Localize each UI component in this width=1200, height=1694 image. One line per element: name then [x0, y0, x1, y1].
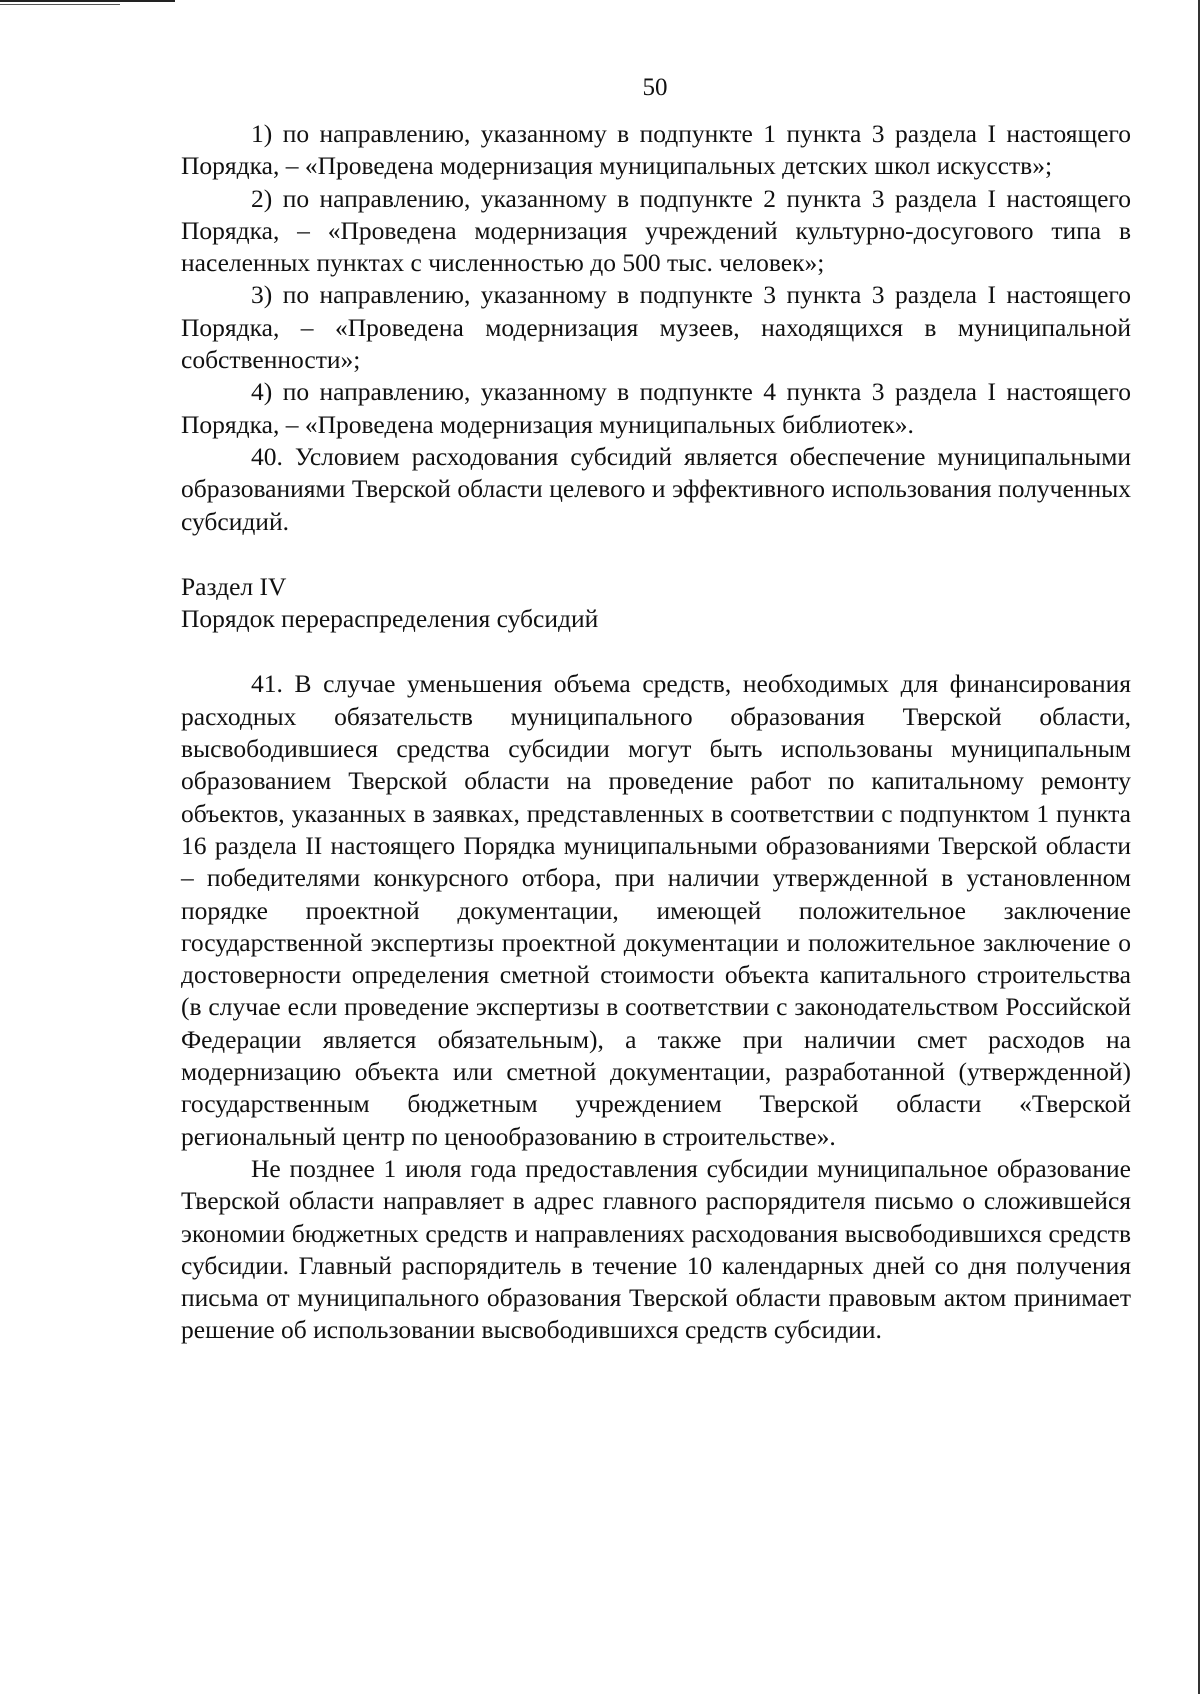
page-number: 50: [642, 74, 668, 101]
paragraph-item-4: 4) по направлению, указанному в подпункте 4 пункта 3 раздела I настоящего Порядка, – «Проведена модернизация муниципальных библиотек».: [181, 377, 1131, 439]
section-heading: [181, 571, 1131, 636]
paragraph-item-2: 2) по направлению, указанному в подпункте 2 пункта 3 раздела I настоящего Порядка, – «Проведена модернизация учреждений культурно-досугового типа в населенных пунктах с численностью до 500 тыс. человек»;: [181, 183, 1131, 278]
scan-edge-line: [0, 4, 120, 5]
section-number: Раздел IV: [181, 571, 287, 601]
paragraph-item-1: 1) по направлению, указанному в подпункте 1 пункта 3 раздела I настоящего Порядка, – «Проведена модернизация муниципальных детских школ искусств»;: [181, 119, 1131, 181]
scan-edge-line: [0, 0, 175, 2]
paragraph-item-3: 3) по направлению, указанному в подпункте 3 пункта 3 раздела I настоящего Порядка, – «Проведена модернизация музеев, находящихся в муниципальной собственности»;: [181, 280, 1131, 375]
paragraph-41-continued: Не позднее 1 июля года предоставления субсидии муниципальное образование Тверской области направляет в адрес главного распорядителя письмо о сложившейся экономии бюджетных средств и направлениях расходования высвободившихся средств субсидии. Главный распорядитель в течение 10 календарных дней со дня получения письма от муниципального образования Тверской области правовым актом принимает решение об использовании высвободившихся средств субсидии.: [181, 1153, 1131, 1345]
document-body: [181, 118, 1131, 1347]
paragraph-41: 41. В случае уменьшения объема средств, необходимых для финансирования расходных обязательств муниципального образования Тверской области, высвободившиеся средства субсидии могут быть использованы муниципальным образованием Тверской области на проведение работ по капитальному ремонту объектов, указанных в заявках, представленных в соответствии с подпунктом 1 пункта 16 раздела II настоящего Порядка муниципальными образованиями Тверской области – победителями конкурсного отбора, при наличии утвержденной в установленном порядке проектной документации, имеющей положительное заключение государственной экспертизы проектной документации и положительное заключение о достоверности определения сметной стоимости объекта капитального строительства (в случае если проведение экспертизы в соответствии с законодательством Российской Федерации является обязательным), а также при наличии смет расходов на модернизацию объекта или сметной документации, разработанной (утвержденной) государственным бюджетным учреждением Тверской области «Тверской региональный центр по ценообразованию в строительстве».: [181, 669, 1131, 1151]
section-title: Порядок перераспределения субсидий: [181, 604, 599, 634]
paragraph-40: 40. Условием расходования субсидий является обеспечение муниципальными образованиями Тверской области целевого и эффективного использования полученных субсидий.: [181, 441, 1131, 536]
